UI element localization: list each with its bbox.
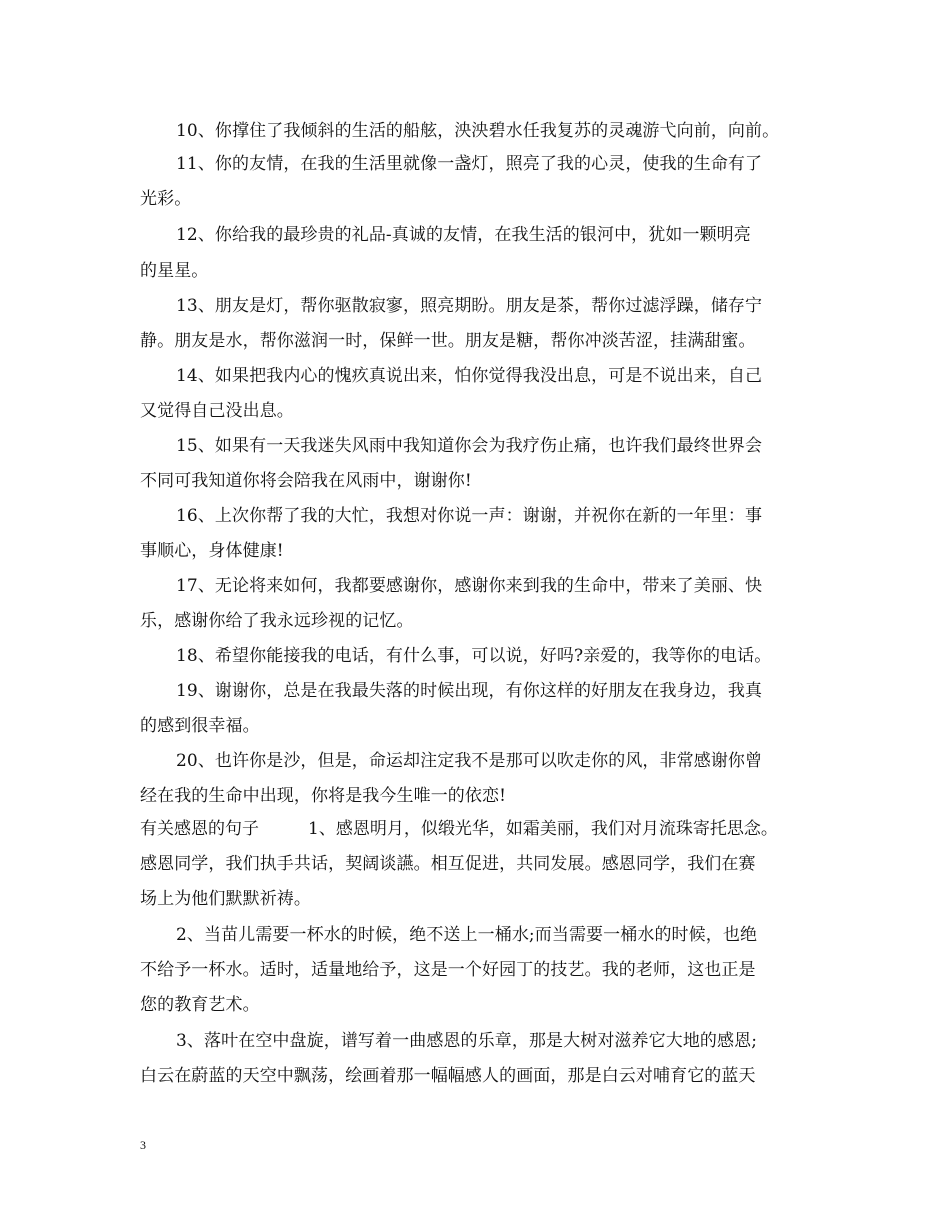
text-line: 11、你的友情，在我的生活里就像一盏灯，照亮了我的心灵，使我的生命有了	[176, 154, 763, 174]
text-line: 光彩。	[140, 189, 192, 209]
text-line: 12、你给我的最珍贵的礼品-真诚的友情，在我生活的银河中，犹如一颗明亮	[176, 225, 751, 245]
text-line: 20、也许你是沙，但是，命运却注定我不是那可以吹走你的风，非常感谢你曾	[176, 751, 763, 771]
text-line: 感恩同学，我们执手共话，契阔谈讌。相互促进，共同发展。感恩同学，我们在赛	[140, 854, 756, 874]
text-line: 14、如果把我内心的愧疚真说出来，怕你觉得我没出息，可是不说出来，自己	[176, 366, 763, 386]
text-line: 18、希望你能接我的电话，有什么事，可以说，好吗?亲爱的，我等你的电话。	[176, 646, 772, 666]
text-line: 不同可我知道你将会陪我在风雨中，谢谢你!	[140, 471, 472, 491]
text-line: 17、无论将来如何，我都要感谢你，感谢你来到我的生命中，带来了美丽、快	[176, 576, 763, 596]
text-line: 又觉得自己没出息。	[140, 401, 294, 421]
text-line: 经在我的生命中出现，你将是我今生唯一的依恋!	[140, 786, 507, 806]
section-heading: 有关感恩的句子	[140, 819, 259, 839]
text-line: 的星星。	[140, 261, 209, 281]
page-number: 3	[140, 1138, 146, 1152]
text-line: 白云在蔚蓝的天空中飘荡，绘画着那一幅幅感人的画面，那是白云对哺育它的蓝天	[140, 1066, 756, 1086]
text-line: 1、感恩明月，似缎光华，如霜美丽，我们对月流珠寄托思念。	[308, 819, 778, 839]
text-line: 15、如果有一天我迷失风雨中我知道你会为我疗伤止痛，也许我们最终世界会	[176, 436, 763, 456]
text-line: 13、朋友是灯，帮你驱散寂寥，照亮期盼。朋友是茶，帮你过滤浮躁，储存宁	[176, 296, 763, 316]
text-line: 10、你撑住了我倾斜的生活的船舷，泱泱碧水任我复苏的灵魂游弋向前，向前。	[176, 121, 780, 141]
text-line: 3、落叶在空中盘旋，谱写着一曲感恩的乐章，那是大树对滋养它大地的感恩;	[176, 1031, 758, 1051]
text-line: 静。朋友是水，帮你滋润一时，保鲜一世。朋友是糖，帮你冲淡苦涩，挂满甜蜜。	[140, 331, 756, 351]
text-line: 16、上次你帮了我的大忙，我想对你说一声：谢谢，并祝你在新的一年里：事	[176, 506, 763, 526]
text-line: 乐，感谢你给了我永远珍视的记忆。	[140, 611, 414, 631]
text-line: 19、谢谢你，总是在我最失落的时候出现，有你这样的好朋友在我身边，我真	[176, 681, 763, 701]
text-line: 您的教育艺术。	[140, 995, 260, 1015]
text-line: 的感到很幸福。	[140, 716, 260, 736]
text-line: 2、当苗儿需要一杯水的时候，绝不送上一桶水;而当需要一桶水的时候，也绝	[176, 925, 758, 945]
text-line: 事顺心，身体健康!	[140, 541, 284, 561]
text-line: 场上为他们默默祈祷。	[140, 889, 311, 909]
text-line: 不给予一杯水。适时，适量地给予，这是一个好园丁的技艺。我的老师，这也正是	[140, 960, 756, 980]
